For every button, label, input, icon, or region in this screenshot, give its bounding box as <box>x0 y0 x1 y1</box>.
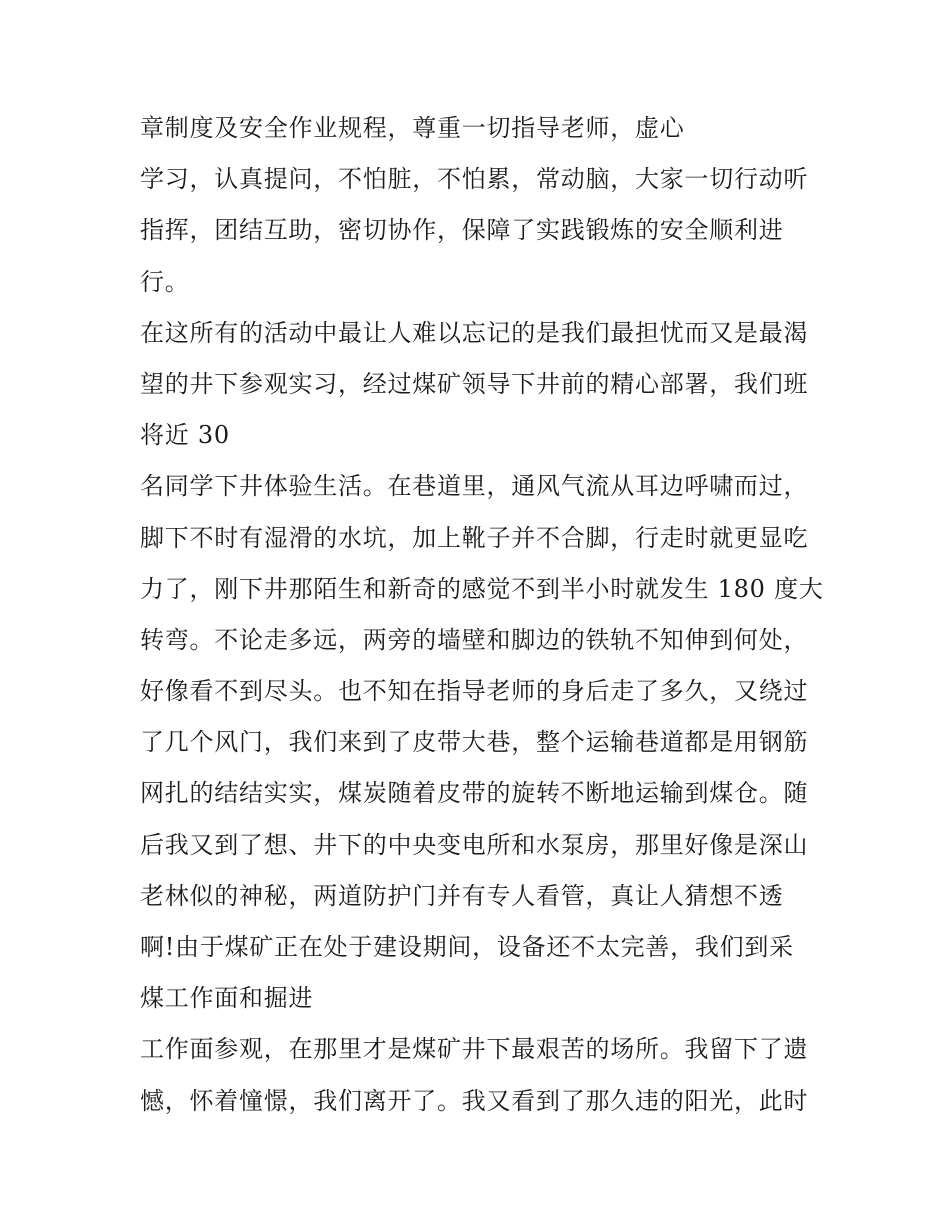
text-line: 将近 30 <box>140 421 230 450</box>
text-line: 脚下不时有湿滑的水坑，加上靴子并不合脚，行走时就更显吃 <box>140 523 809 552</box>
text-line: 老林似的神秘，两道防护门并有专人看管，真让人猜想不透 <box>140 881 784 910</box>
text-line: 行。 <box>140 267 190 296</box>
text-line: 望的井下参观实习，经过煤矿领导下井前的精心部署，我们班 <box>140 369 809 398</box>
text-line: 章制度及安全作业规程，尊重一切指导老师，虚心 <box>140 114 685 142</box>
text-line: 名同学下井体验生活。在巷道里，通风气流从耳边呼啸而过， <box>140 472 809 501</box>
text-line: 好像看不到尽头。也不知在指导老师的身后走了多久，又绕过 <box>140 677 809 706</box>
text-line: 啊!由于煤矿正在处于建设期间，设备还不太完善，我们到采 <box>140 933 794 961</box>
text-line: 力了，刚下井那陌生和新奇的感觉不到半小时就发生 180 度大 <box>140 574 824 603</box>
text-line: 转弯。不论走多远，两旁的墙壁和脚边的铁轨不知伸到何处， <box>140 625 809 654</box>
document-body <box>140 103 840 1127</box>
text-line: 网扎的结结实实，煤炭随着皮带的旋转不断地运输到煤仓。随 <box>140 779 809 808</box>
text-line: 指挥，团结互助，密切协作，保障了实践锻炼的安全顺利进 <box>140 216 784 245</box>
text-line: 憾，怀着憧憬，我们离开了。我又看到了那久违的阳光，此时 <box>140 1086 809 1115</box>
text-line: 了几个风门，我们来到了皮带大巷，整个运输巷道都是用钢筋 <box>140 728 809 757</box>
text-line: 煤工作面和掘进 <box>140 984 314 1013</box>
text-line: 后我又到了想、井下的中央变电所和水泵房，那里好像是深山 <box>140 830 809 859</box>
text-line: 在这所有的活动中最让人难以忘记的是我们最担忧而又是最渴 <box>140 318 809 347</box>
text-line: 工作面参观，在那里才是煤矿井下最艰苦的场所。我留下了遗 <box>140 1035 809 1064</box>
text-line: 学习，认真提问，不怕脏，不怕累，常动脑，大家一切行动听 <box>140 165 809 194</box>
